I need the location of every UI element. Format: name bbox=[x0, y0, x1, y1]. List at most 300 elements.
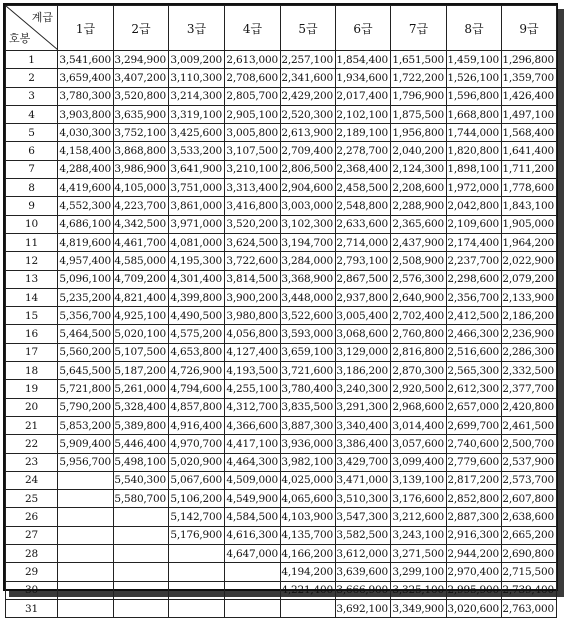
salary-cell: 1,526,100 bbox=[447, 69, 502, 87]
salary-cell: 3,325,100 bbox=[391, 581, 447, 599]
table-row bbox=[6, 599, 557, 617]
step-cell: 1 bbox=[6, 51, 58, 69]
salary-cell: 3,020,600 bbox=[447, 599, 502, 617]
salary-cell: 4,509,000 bbox=[225, 471, 281, 489]
salary-cell: 3,471,000 bbox=[336, 471, 391, 489]
salary-cell: 2,042,800 bbox=[447, 197, 502, 215]
salary-cell bbox=[58, 581, 114, 599]
salary-cell: 4,105,000 bbox=[114, 179, 169, 197]
table-body bbox=[6, 51, 557, 618]
table-row bbox=[6, 142, 557, 160]
salary-cell bbox=[58, 526, 114, 544]
salary-cell: 2,298,600 bbox=[447, 270, 502, 288]
salary-cell: 2,017,400 bbox=[336, 87, 391, 105]
salary-cell: 5,356,700 bbox=[58, 307, 114, 325]
step-cell: 21 bbox=[6, 416, 58, 434]
salary-cell: 1,934,600 bbox=[336, 69, 391, 87]
salary-cell: 1,651,500 bbox=[391, 51, 447, 69]
salary-cell: 2,174,400 bbox=[447, 233, 502, 251]
salary-cell: 5,187,200 bbox=[114, 362, 169, 380]
salary-cell: 2,565,300 bbox=[447, 362, 502, 380]
step-cell: 17 bbox=[6, 343, 58, 361]
salary-cell bbox=[114, 526, 169, 544]
salary-cell: 2,867,500 bbox=[336, 270, 391, 288]
salary-cell: 2,640,900 bbox=[391, 288, 447, 306]
table-row bbox=[6, 435, 557, 453]
salary-cell: 3,971,000 bbox=[169, 215, 225, 233]
salary-cell: 3,903,800 bbox=[58, 105, 114, 123]
table-row bbox=[6, 69, 557, 87]
salary-cell: 1,497,100 bbox=[502, 105, 557, 123]
salary-cell: 3,936,000 bbox=[281, 435, 336, 453]
salary-cell: 2,690,800 bbox=[502, 545, 557, 563]
salary-cell: 3,139,100 bbox=[391, 471, 447, 489]
salary-cell: 2,613,900 bbox=[281, 124, 336, 142]
salary-cell: 4,925,100 bbox=[114, 307, 169, 325]
salary-cell: 2,852,800 bbox=[447, 490, 502, 508]
salary-cell: 1,820,800 bbox=[447, 142, 502, 160]
salary-cell: 2,186,200 bbox=[502, 307, 557, 325]
salary-cell: 3,186,200 bbox=[336, 362, 391, 380]
salary-cell: 3,900,200 bbox=[225, 288, 281, 306]
salary-cell bbox=[169, 545, 225, 563]
salary-cell: 2,816,800 bbox=[391, 343, 447, 361]
salary-cell: 5,096,100 bbox=[58, 270, 114, 288]
salary-cell: 5,107,500 bbox=[114, 343, 169, 361]
salary-cell: 5,235,200 bbox=[58, 288, 114, 306]
salary-cell: 2,916,300 bbox=[447, 526, 502, 544]
step-cell: 12 bbox=[6, 252, 58, 270]
salary-cell: 2,278,700 bbox=[336, 142, 391, 160]
salary-cell: 4,819,600 bbox=[58, 233, 114, 251]
salary-cell bbox=[114, 599, 169, 617]
salary-cell: 2,657,000 bbox=[447, 398, 502, 416]
salary-cell: 5,328,400 bbox=[114, 398, 169, 416]
salary-cell: 2,870,300 bbox=[391, 362, 447, 380]
salary-cell: 2,332,500 bbox=[502, 362, 557, 380]
salary-cell: 3,624,500 bbox=[225, 233, 281, 251]
salary-cell bbox=[58, 599, 114, 617]
salary-cell: 1,854,400 bbox=[336, 51, 391, 69]
salary-cell: 2,286,300 bbox=[502, 343, 557, 361]
salary-cell: 2,613,000 bbox=[225, 51, 281, 69]
salary-cell: 2,779,600 bbox=[447, 453, 502, 471]
table-row bbox=[6, 325, 557, 343]
step-cell: 29 bbox=[6, 563, 58, 581]
salary-cell: 2,257,100 bbox=[281, 51, 336, 69]
salary-cell bbox=[58, 471, 114, 489]
salary-cell: 2,508,900 bbox=[391, 252, 447, 270]
grade-header-8: 8급 bbox=[447, 6, 502, 51]
salary-cell: 3,009,200 bbox=[169, 51, 225, 69]
salary-cell bbox=[169, 599, 225, 617]
salary-cell: 3,386,400 bbox=[336, 435, 391, 453]
salary-cell: 4,549,900 bbox=[225, 490, 281, 508]
salary-cell: 4,575,200 bbox=[169, 325, 225, 343]
salary-cell: 4,970,700 bbox=[169, 435, 225, 453]
salary-cell bbox=[58, 490, 114, 508]
salary-cell: 2,429,200 bbox=[281, 87, 336, 105]
salary-cell: 3,522,600 bbox=[281, 307, 336, 325]
salary-cell: 2,702,400 bbox=[391, 307, 447, 325]
salary-cell: 4,103,900 bbox=[281, 508, 336, 526]
salary-cell: 2,208,600 bbox=[391, 179, 447, 197]
salary-cell: 3,214,300 bbox=[169, 87, 225, 105]
salary-cell: 3,635,900 bbox=[114, 105, 169, 123]
salary-cell: 4,030,300 bbox=[58, 124, 114, 142]
salary-cell: 1,596,800 bbox=[447, 87, 502, 105]
salary-cell: 4,025,000 bbox=[281, 471, 336, 489]
table-row bbox=[6, 179, 557, 197]
salary-cell: 3,659,400 bbox=[58, 69, 114, 87]
step-cell: 15 bbox=[6, 307, 58, 325]
salary-cell: 2,576,300 bbox=[391, 270, 447, 288]
salary-cell: 5,645,500 bbox=[58, 362, 114, 380]
step-cell: 27 bbox=[6, 526, 58, 544]
salary-cell: 3,349,900 bbox=[391, 599, 447, 617]
step-cell: 8 bbox=[6, 179, 58, 197]
salary-cell bbox=[114, 508, 169, 526]
salary-cell: 4,461,700 bbox=[114, 233, 169, 251]
salary-cell: 4,417,100 bbox=[225, 435, 281, 453]
salary-cell: 3,639,600 bbox=[336, 563, 391, 581]
salary-cell: 1,359,700 bbox=[502, 69, 557, 87]
salary-cell: 3,986,900 bbox=[114, 160, 169, 178]
salary-cell: 2,377,700 bbox=[502, 380, 557, 398]
salary-cell: 4,127,400 bbox=[225, 343, 281, 361]
salary-cell: 4,464,300 bbox=[225, 453, 281, 471]
salary-cell: 2,715,500 bbox=[502, 563, 557, 581]
salary-cell: 5,142,700 bbox=[169, 508, 225, 526]
salary-cell: 2,516,600 bbox=[447, 343, 502, 361]
table-row bbox=[6, 87, 557, 105]
salary-cell: 2,461,500 bbox=[502, 416, 557, 434]
salary-cell: 3,425,600 bbox=[169, 124, 225, 142]
salary-cell: 2,763,000 bbox=[502, 599, 557, 617]
salary-cell: 5,721,800 bbox=[58, 380, 114, 398]
table-row bbox=[6, 563, 557, 581]
salary-cell: 1,843,100 bbox=[502, 197, 557, 215]
salary-cell: 5,790,200 bbox=[58, 398, 114, 416]
salary-table bbox=[5, 5, 557, 618]
salary-cell: 5,389,800 bbox=[114, 416, 169, 434]
salary-cell: 5,020,100 bbox=[114, 325, 169, 343]
salary-cell: 4,223,700 bbox=[114, 197, 169, 215]
salary-cell: 2,500,700 bbox=[502, 435, 557, 453]
step-cell: 16 bbox=[6, 325, 58, 343]
salary-cell: 3,005,800 bbox=[225, 124, 281, 142]
salary-cell: 5,464,500 bbox=[58, 325, 114, 343]
salary-cell: 4,821,400 bbox=[114, 288, 169, 306]
salary-cell: 3,291,300 bbox=[336, 398, 391, 416]
salary-cell: 2,420,800 bbox=[502, 398, 557, 416]
header-row bbox=[6, 6, 557, 51]
salary-cell: 3,835,500 bbox=[281, 398, 336, 416]
salary-cell: 3,176,600 bbox=[391, 490, 447, 508]
salary-cell: 3,520,200 bbox=[225, 215, 281, 233]
salary-cell: 5,580,700 bbox=[114, 490, 169, 508]
table-row bbox=[6, 490, 557, 508]
salary-cell: 2,368,400 bbox=[336, 160, 391, 178]
salary-cell: 1,905,000 bbox=[502, 215, 557, 233]
salary-cell: 2,793,100 bbox=[336, 252, 391, 270]
salary-cell: 4,342,500 bbox=[114, 215, 169, 233]
salary-cell: 3,129,000 bbox=[336, 343, 391, 361]
step-cell: 11 bbox=[6, 233, 58, 251]
salary-cell: 2,708,600 bbox=[225, 69, 281, 87]
salary-cell: 3,982,100 bbox=[281, 453, 336, 471]
salary-table-frame bbox=[3, 3, 558, 615]
salary-cell: 3,005,400 bbox=[336, 307, 391, 325]
salary-cell: 2,937,800 bbox=[336, 288, 391, 306]
step-cell: 6 bbox=[6, 142, 58, 160]
salary-cell: 4,221,400 bbox=[281, 581, 336, 599]
table-row bbox=[6, 398, 557, 416]
table-row bbox=[6, 288, 557, 306]
salary-cell: 3,722,600 bbox=[225, 252, 281, 270]
salary-cell: 2,699,700 bbox=[447, 416, 502, 434]
salary-cell: 1,568,400 bbox=[502, 124, 557, 142]
salary-cell: 2,341,600 bbox=[281, 69, 336, 87]
salary-cell: 3,533,200 bbox=[169, 142, 225, 160]
salary-cell: 3,340,400 bbox=[336, 416, 391, 434]
step-cell: 22 bbox=[6, 435, 58, 453]
salary-cell: 2,079,200 bbox=[502, 270, 557, 288]
salary-cell bbox=[114, 545, 169, 563]
salary-cell: 4,195,300 bbox=[169, 252, 225, 270]
salary-cell: 2,520,300 bbox=[281, 105, 336, 123]
step-cell: 20 bbox=[6, 398, 58, 416]
salary-cell: 4,552,300 bbox=[58, 197, 114, 215]
table-row bbox=[6, 160, 557, 178]
salary-cell: 1,796,900 bbox=[391, 87, 447, 105]
salary-cell: 3,751,000 bbox=[169, 179, 225, 197]
salary-cell: 3,313,400 bbox=[225, 179, 281, 197]
salary-cell: 4,301,400 bbox=[169, 270, 225, 288]
salary-cell: 3,582,500 bbox=[336, 526, 391, 544]
salary-cell: 2,573,700 bbox=[502, 471, 557, 489]
step-cell: 31 bbox=[6, 599, 58, 617]
salary-cell bbox=[114, 581, 169, 599]
salary-cell: 4,081,000 bbox=[169, 233, 225, 251]
salary-cell: 2,638,600 bbox=[502, 508, 557, 526]
step-cell: 14 bbox=[6, 288, 58, 306]
salary-cell: 3,068,600 bbox=[336, 325, 391, 343]
salary-cell: 4,957,400 bbox=[58, 252, 114, 270]
table-row bbox=[6, 380, 557, 398]
step-cell: 13 bbox=[6, 270, 58, 288]
table-row bbox=[6, 545, 557, 563]
salary-cell: 3,659,100 bbox=[281, 343, 336, 361]
salary-cell: 5,261,000 bbox=[114, 380, 169, 398]
grade-header-1: 1급 bbox=[58, 6, 114, 51]
salary-cell: 3,861,000 bbox=[169, 197, 225, 215]
salary-cell: 4,916,400 bbox=[169, 416, 225, 434]
table-row bbox=[6, 416, 557, 434]
salary-cell: 3,593,000 bbox=[281, 325, 336, 343]
salary-cell: 4,709,200 bbox=[114, 270, 169, 288]
step-cell: 26 bbox=[6, 508, 58, 526]
salary-cell: 4,857,800 bbox=[169, 398, 225, 416]
salary-cell: 3,243,100 bbox=[391, 526, 447, 544]
salary-cell: 1,296,800 bbox=[502, 51, 557, 69]
salary-cell: 4,135,700 bbox=[281, 526, 336, 544]
salary-cell: 1,972,000 bbox=[447, 179, 502, 197]
salary-cell bbox=[281, 599, 336, 617]
salary-cell: 2,995,900 bbox=[447, 581, 502, 599]
salary-cell: 5,956,700 bbox=[58, 453, 114, 471]
table-row bbox=[6, 124, 557, 142]
table-row bbox=[6, 197, 557, 215]
step-cell: 9 bbox=[6, 197, 58, 215]
salary-cell: 3,294,900 bbox=[114, 51, 169, 69]
salary-cell: 4,255,100 bbox=[225, 380, 281, 398]
salary-cell: 3,780,300 bbox=[58, 87, 114, 105]
salary-cell: 4,794,600 bbox=[169, 380, 225, 398]
table-row bbox=[6, 215, 557, 233]
salary-cell bbox=[58, 508, 114, 526]
table-row bbox=[6, 526, 557, 544]
table-row bbox=[6, 51, 557, 69]
salary-cell: 3,666,900 bbox=[336, 581, 391, 599]
table-row bbox=[6, 453, 557, 471]
salary-cell: 2,356,700 bbox=[447, 288, 502, 306]
salary-cell: 1,964,200 bbox=[502, 233, 557, 251]
salary-cell: 2,970,400 bbox=[447, 563, 502, 581]
salary-cell: 4,194,200 bbox=[281, 563, 336, 581]
salary-cell: 2,607,800 bbox=[502, 490, 557, 508]
salary-cell: 1,722,200 bbox=[391, 69, 447, 87]
salary-cell: 4,726,900 bbox=[169, 362, 225, 380]
grade-header-2: 2급 bbox=[114, 6, 169, 51]
salary-cell: 3,299,100 bbox=[391, 563, 447, 581]
salary-cell: 5,446,400 bbox=[114, 435, 169, 453]
salary-cell: 3,416,800 bbox=[225, 197, 281, 215]
salary-cell: 3,887,300 bbox=[281, 416, 336, 434]
step-cell: 7 bbox=[6, 160, 58, 178]
salary-cell: 3,194,700 bbox=[281, 233, 336, 251]
salary-cell: 3,780,400 bbox=[281, 380, 336, 398]
salary-cell bbox=[225, 599, 281, 617]
grade-header-6: 6급 bbox=[336, 6, 391, 51]
salary-cell: 2,920,500 bbox=[391, 380, 447, 398]
salary-cell: 3,284,000 bbox=[281, 252, 336, 270]
step-cell: 4 bbox=[6, 105, 58, 123]
salary-cell: 1,778,600 bbox=[502, 179, 557, 197]
salary-cell: 5,498,100 bbox=[114, 453, 169, 471]
step-cell: 18 bbox=[6, 362, 58, 380]
salary-cell: 3,868,800 bbox=[114, 142, 169, 160]
table-row bbox=[6, 307, 557, 325]
table-row bbox=[6, 233, 557, 251]
salary-cell: 4,166,200 bbox=[281, 545, 336, 563]
salary-cell: 4,419,600 bbox=[58, 179, 114, 197]
salary-cell: 2,124,300 bbox=[391, 160, 447, 178]
salary-cell: 1,459,100 bbox=[447, 51, 502, 69]
salary-cell: 3,107,500 bbox=[225, 142, 281, 160]
salary-cell: 2,236,900 bbox=[502, 325, 557, 343]
grade-axis-label: 계급 bbox=[31, 11, 53, 24]
salary-cell: 4,585,000 bbox=[114, 252, 169, 270]
salary-cell: 3,407,200 bbox=[114, 69, 169, 87]
salary-cell: 5,909,400 bbox=[58, 435, 114, 453]
salary-cell: 3,210,100 bbox=[225, 160, 281, 178]
salary-cell bbox=[225, 563, 281, 581]
salary-cell: 3,520,800 bbox=[114, 87, 169, 105]
salary-cell: 3,212,600 bbox=[391, 508, 447, 526]
grade-header-3: 3급 bbox=[169, 6, 225, 51]
salary-cell: 4,399,800 bbox=[169, 288, 225, 306]
salary-cell: 3,510,300 bbox=[336, 490, 391, 508]
step-axis-label: 호봉 bbox=[9, 32, 31, 45]
grade-header-9: 9급 bbox=[502, 6, 557, 51]
salary-cell: 1,744,000 bbox=[447, 124, 502, 142]
salary-cell: 4,490,500 bbox=[169, 307, 225, 325]
salary-cell: 2,109,600 bbox=[447, 215, 502, 233]
step-cell: 23 bbox=[6, 453, 58, 471]
salary-cell: 3,721,600 bbox=[281, 362, 336, 380]
salary-cell: 2,612,300 bbox=[447, 380, 502, 398]
salary-cell: 2,189,100 bbox=[336, 124, 391, 142]
salary-cell: 3,102,300 bbox=[281, 215, 336, 233]
salary-cell: 2,102,100 bbox=[336, 105, 391, 123]
salary-cell bbox=[114, 563, 169, 581]
salary-cell: 5,020,900 bbox=[169, 453, 225, 471]
table-row bbox=[6, 471, 557, 489]
grade-header-5: 5급 bbox=[281, 6, 336, 51]
salary-cell: 3,541,600 bbox=[58, 51, 114, 69]
salary-cell: 2,537,900 bbox=[502, 453, 557, 471]
salary-cell: 3,641,900 bbox=[169, 160, 225, 178]
salary-cell: 4,056,800 bbox=[225, 325, 281, 343]
salary-cell: 3,240,300 bbox=[336, 380, 391, 398]
grade-header-7: 7급 bbox=[391, 6, 447, 51]
salary-cell: 4,647,000 bbox=[225, 545, 281, 563]
salary-cell: 3,271,500 bbox=[391, 545, 447, 563]
table-row bbox=[6, 343, 557, 361]
salary-cell: 2,412,500 bbox=[447, 307, 502, 325]
salary-cell: 2,740,600 bbox=[447, 435, 502, 453]
salary-cell bbox=[225, 581, 281, 599]
salary-cell: 2,458,500 bbox=[336, 179, 391, 197]
salary-cell: 2,288,900 bbox=[391, 197, 447, 215]
salary-cell: 5,176,900 bbox=[169, 526, 225, 544]
salary-cell: 1,641,400 bbox=[502, 142, 557, 160]
salary-cell: 4,616,300 bbox=[225, 526, 281, 544]
salary-cell: 2,466,300 bbox=[447, 325, 502, 343]
salary-cell: 1,426,400 bbox=[502, 87, 557, 105]
table-row bbox=[6, 252, 557, 270]
table-row bbox=[6, 270, 557, 288]
salary-cell bbox=[58, 563, 114, 581]
salary-cell: 3,612,000 bbox=[336, 545, 391, 563]
salary-cell: 2,437,900 bbox=[391, 233, 447, 251]
salary-cell: 4,653,800 bbox=[169, 343, 225, 361]
table-row bbox=[6, 362, 557, 380]
salary-cell: 3,319,100 bbox=[169, 105, 225, 123]
salary-cell: 2,548,800 bbox=[336, 197, 391, 215]
salary-cell: 2,904,600 bbox=[281, 179, 336, 197]
salary-cell: 2,760,800 bbox=[391, 325, 447, 343]
step-cell: 10 bbox=[6, 215, 58, 233]
salary-cell: 4,193,500 bbox=[225, 362, 281, 380]
salary-cell: 3,980,800 bbox=[225, 307, 281, 325]
salary-cell: 2,944,200 bbox=[447, 545, 502, 563]
salary-cell: 2,887,300 bbox=[447, 508, 502, 526]
salary-cell: 2,365,600 bbox=[391, 215, 447, 233]
salary-cell: 4,366,600 bbox=[225, 416, 281, 434]
salary-cell: 5,067,600 bbox=[169, 471, 225, 489]
